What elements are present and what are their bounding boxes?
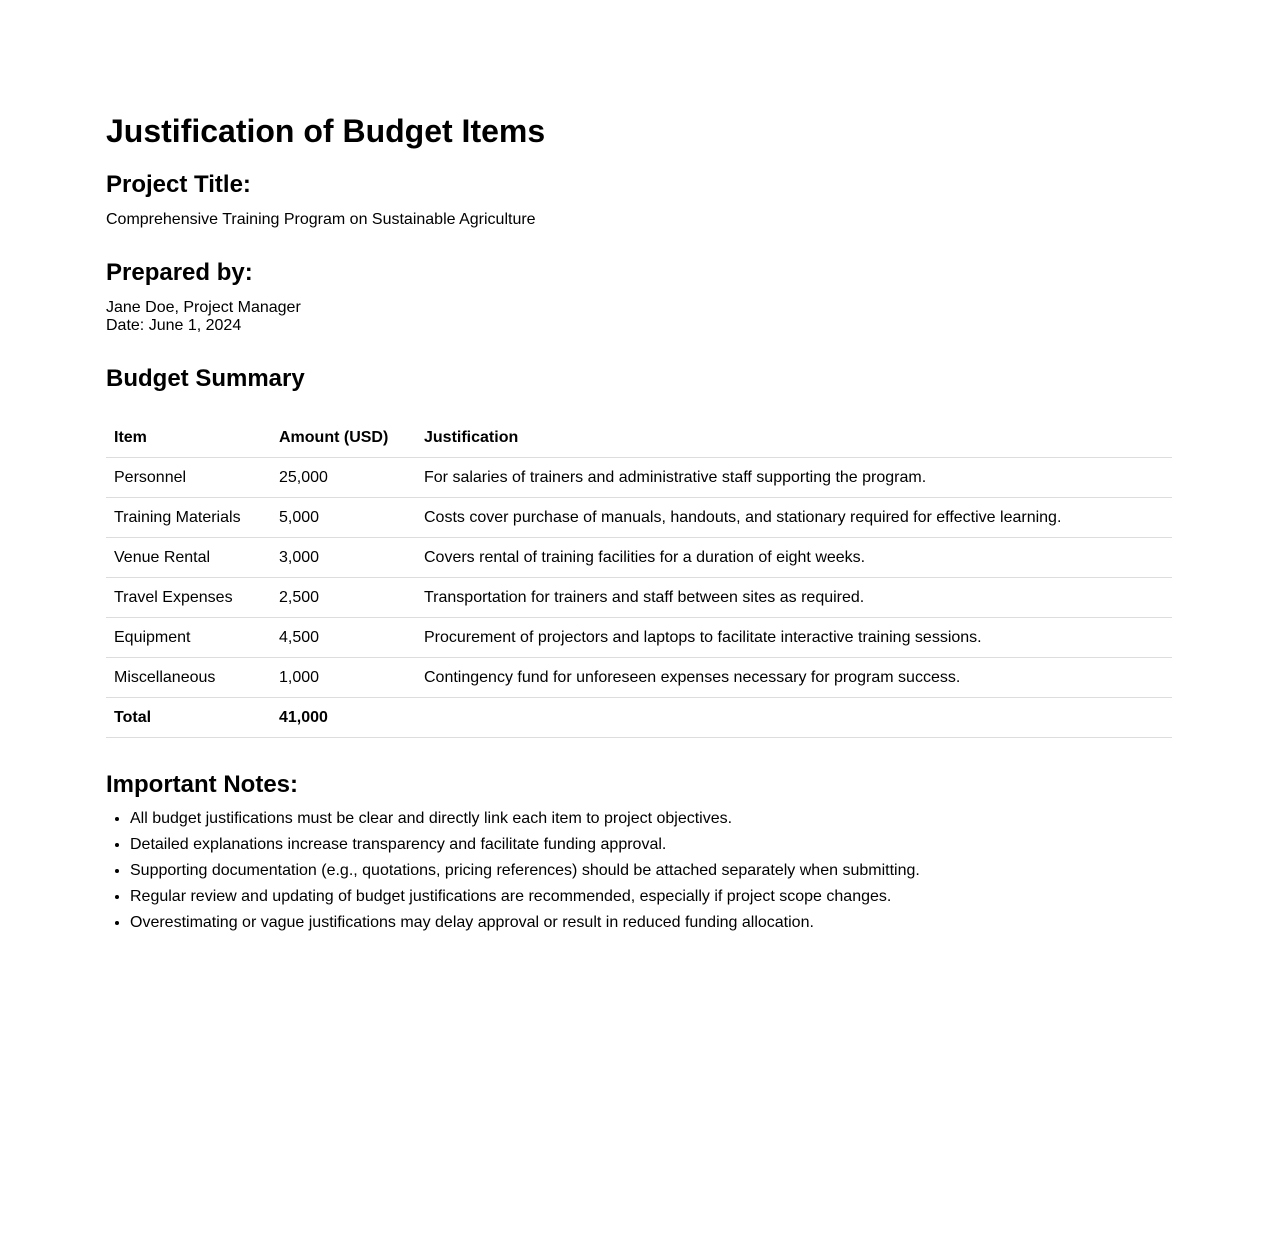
table-row (106, 578, 1172, 618)
cell-item: Personnel (106, 458, 271, 498)
cell-justification: Procurement of projectors and laptops to facilitate interactive training sessions. (416, 618, 1172, 658)
prepared-by-block (106, 299, 1172, 335)
list-item: • Detailed explanations increase transparency and facilitate funding approval. (130, 836, 1172, 854)
table-row (106, 538, 1172, 578)
cell-amount: 3,000 (271, 538, 416, 578)
budget-table (106, 418, 1172, 738)
column-header-item: Item (106, 418, 271, 458)
cell-item: Training Materials (106, 498, 271, 538)
list-item: • Supporting documentation (e.g., quotations, pricing references) should be attached separately when submitting. (130, 862, 1172, 880)
list-item: • All budget justifications must be clear and directly link each item to project objectives. (130, 810, 1172, 828)
cell-item: Venue Rental (106, 538, 271, 578)
cell-amount: 1,000 (271, 658, 416, 698)
total-label: Total (106, 698, 271, 738)
total-amount: 41,000 (271, 698, 416, 738)
table-total-row (106, 698, 1172, 738)
cell-amount: 4,500 (271, 618, 416, 658)
total-empty-cell (416, 698, 1172, 738)
table-row (106, 618, 1172, 658)
cell-amount: 5,000 (271, 498, 416, 538)
cell-item: Travel Expenses (106, 578, 271, 618)
list-item: • Overestimating or vague justifications may delay approval or result in reduced funding allocation. (130, 914, 1172, 932)
column-header-justification: Justification (416, 418, 1172, 458)
cell-item: Miscellaneous (106, 658, 271, 698)
column-header-amount: Amount (USD) (271, 418, 416, 458)
cell-amount: 2,500 (271, 578, 416, 618)
cell-justification: Costs cover purchase of manuals, handouts, and stationary required for effective learning. (416, 498, 1172, 538)
prepared-by-name: Jane Doe, Project Manager (106, 299, 301, 316)
cell-justification: Contingency fund for unforeseen expenses necessary for program success. (416, 658, 1172, 698)
important-notes-heading: Important Notes: (106, 771, 298, 798)
cell-amount: 25,000 (271, 458, 416, 498)
list-item: • Regular review and updating of budget justifications are recommended, especially if project scope changes. (130, 888, 1172, 906)
page-title: Justification of Budget Items (106, 113, 546, 149)
table-row (106, 658, 1172, 698)
table-row (106, 458, 1172, 498)
table-header-row (106, 418, 1172, 458)
cell-justification: Covers rental of training facilities for a duration of eight weeks. (416, 538, 1172, 578)
prepared-by-heading: Prepared by: (106, 259, 253, 286)
cell-item: Equipment (106, 618, 271, 658)
budget-summary-heading: Budget Summary (106, 365, 305, 392)
project-title-heading: Project Title: (106, 171, 251, 198)
project-title-text: Comprehensive Training Program on Sustainable Agriculture (106, 211, 536, 228)
prepared-date: Date: June 1, 2024 (106, 317, 242, 334)
cell-justification: Transportation for trainers and staff between sites as required. (416, 578, 1172, 618)
cell-justification: For salaries of trainers and administrative staff supporting the program. (416, 458, 1172, 498)
table-row (106, 498, 1172, 538)
notes-list (106, 810, 1172, 932)
